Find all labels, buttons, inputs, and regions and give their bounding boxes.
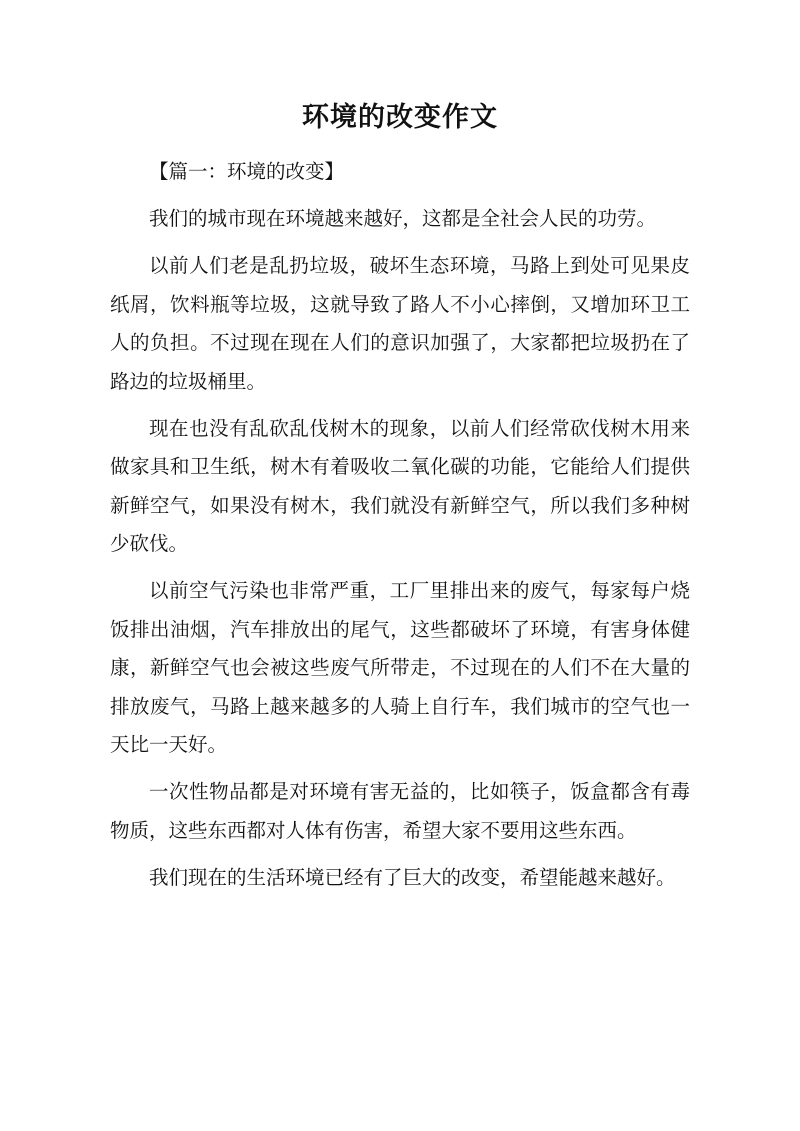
paragraph-3: 现在也没有乱砍乱伐树木的现象，以前人们经常砍伐树木用来做家具和卫生纸，树木有着吸收二氧化碳的功能，它能给人们提供新鲜空气，如果没有树木，我们就没有新鲜空气，所以我们多种树少砍伐。 [110,416,690,555]
section-heading: 【篇一：环境的改变】 [149,160,345,183]
paragraph-1: 我们的城市现在环境越来越好，这都是全社会人民的功劳。 [149,207,657,230]
document-body [110,153,690,897]
paragraph-2: 以前人们老是乱扔垃圾，破坏生态环境，马路上到处可见果皮纸屑，饮料瓶等垃圾，这就导致了路人不小心摔倒，又增加环卫工人的负担。不过现在现在人们的意识加强了，大家都把垃圾扔在了路边的垃圾桶里。 [110,254,690,393]
paragraph-5: 一次性物品都是对环境有害无益的，比如筷子，饭盒都含有毒物质，这些东西都对人体有伤害，希望大家不要用这些东西。 [110,780,690,842]
document-title: 环境的改变作文 [302,102,498,133]
paragraph-6: 我们现在的生活环境已经有了巨大的改变，希望能越来越好。 [149,865,676,889]
paragraph-4: 以前空气污染也非常严重，工厂里排出来的废气，每家每户烧饭排出油烟，汽车排放出的尾气，这些都破坏了环境，有害身体健康，新鲜空气也会被这些废气所带走，不过现在的人们不在大量的排放废气，马路上越来越多的人骑上自行车，我们城市的空气也一天比一天好。 [110,579,690,756]
